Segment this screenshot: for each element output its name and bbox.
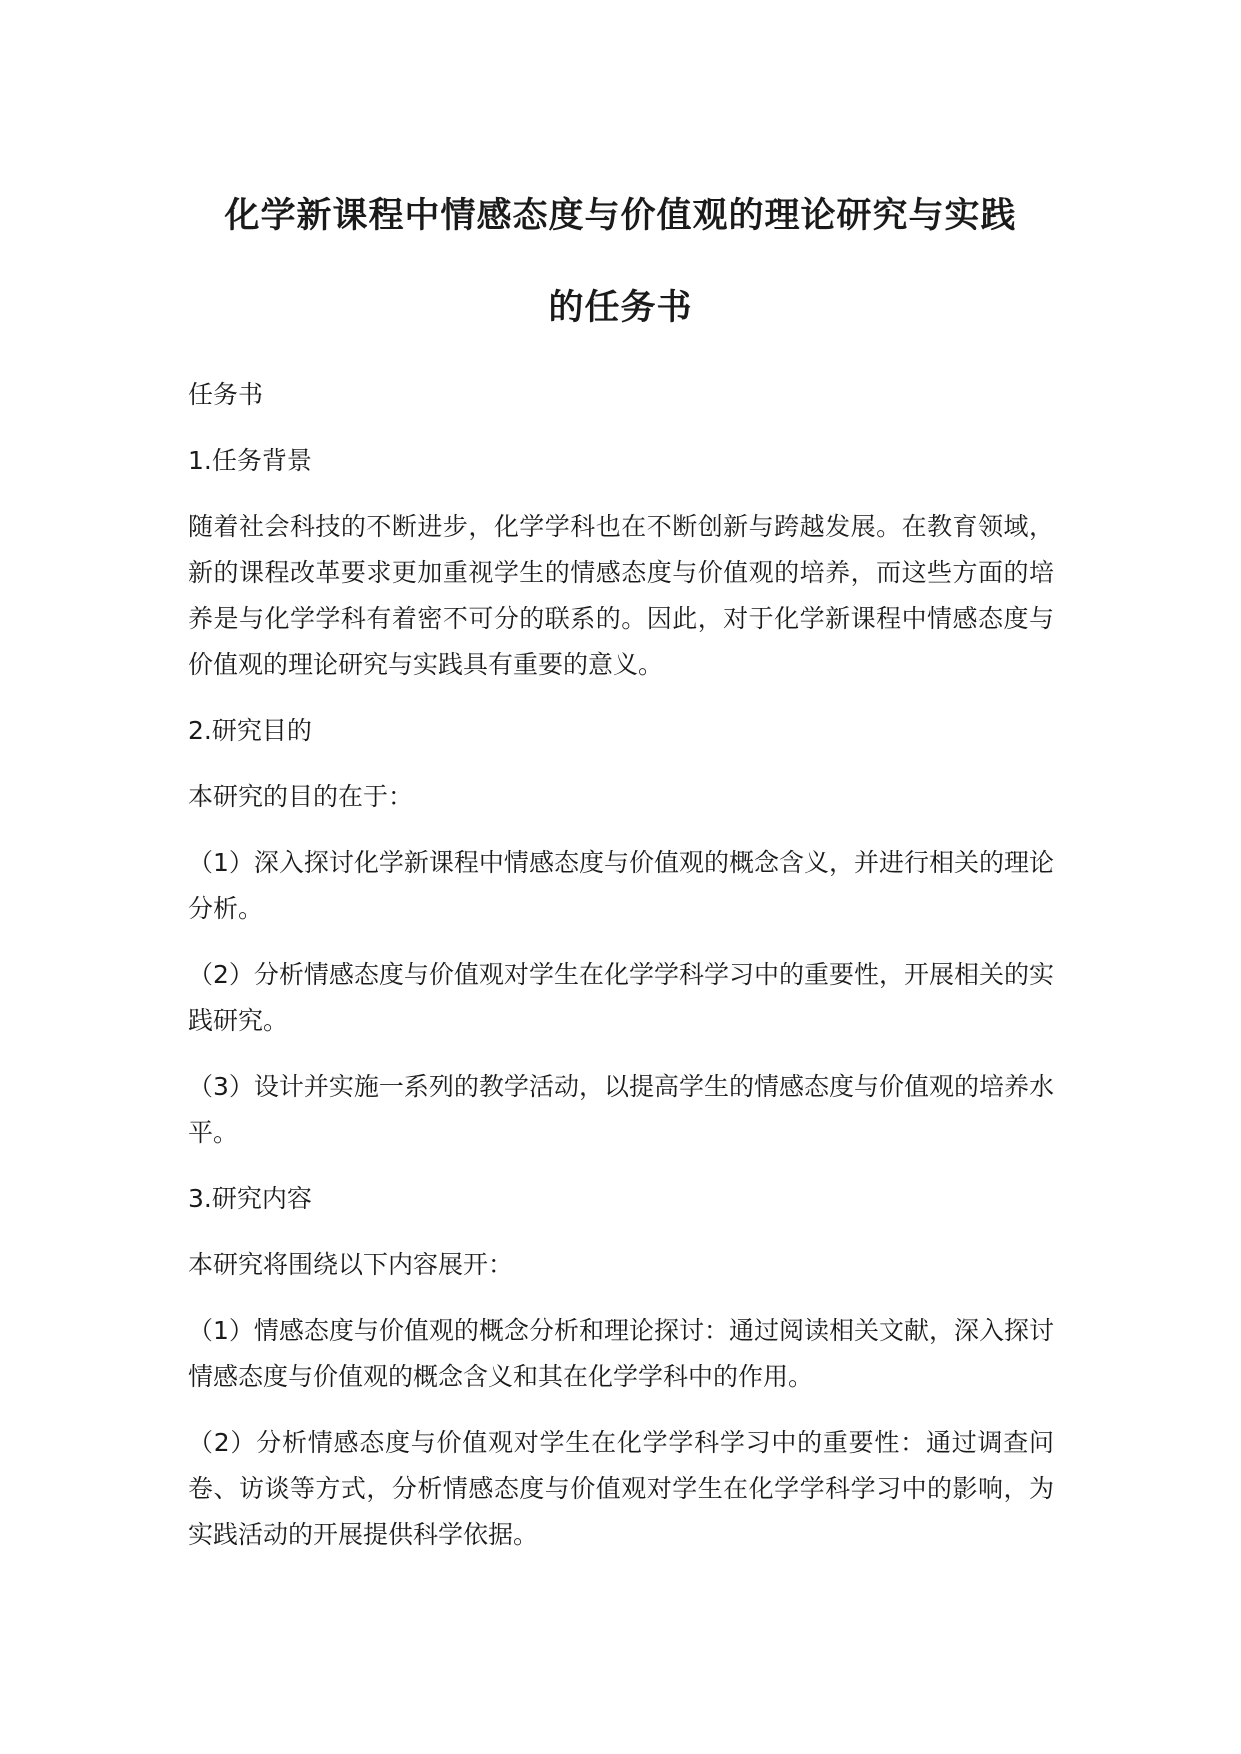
paragraph-purpose-intro: 本研究的目的在于： <box>188 782 414 811</box>
document-title <box>150 170 1091 354</box>
paragraph-content-intro: 本研究将围绕以下内容展开： <box>188 1250 514 1279</box>
list-item-purpose-2: （2）分析情感态度与价值观对学生在化学学科学习中的重要性，开展相关的实践研究。 <box>188 960 1054 1035</box>
list-item-purpose-1: （1）深入探讨化学新课程中情感态度与价值观的概念含义，并进行相关的理论分析。 <box>188 848 1054 923</box>
title-line-1: 化学新课程中情感态度与价值观的理论研究与实践 <box>224 196 1017 236</box>
section-heading-purpose: 2.研究目的 <box>188 716 312 745</box>
doc-label: 任务书 <box>188 380 264 409</box>
section-heading-background: 1.任务背景 <box>188 446 312 475</box>
list-item-content-1: （1）情感态度与价值观的概念分析和理论探讨：通过阅读相关文献，深入探讨情感态度与价值观的概念含义和其在化学学科中的作用。 <box>188 1316 1054 1391</box>
list-item-content-2: （2）分析情感态度与价值观对学生在化学学科学习中的重要性：通过调查问卷、访谈等方式，分析情感态度与价值观对学生在化学学科学习中的影响，为实践活动的开展提供科学依据。 <box>188 1428 1054 1549</box>
title-line-2: 的任务书 <box>548 288 693 328</box>
list-item-purpose-3: （3）设计并实施一系列的教学活动，以提高学生的情感态度与价值观的培养水平。 <box>188 1072 1054 1147</box>
document-body <box>188 372 1054 1578</box>
section-heading-content: 3.研究内容 <box>188 1184 312 1213</box>
paragraph-background: 随着社会科技的不断进步，化学学科也在不断创新与跨越发展。在教育领域，新的课程改革要求更加重视学生的情感态度与价值观的培养，而这些方面的培养是与化学学科有着密不可分的联系的。因此，对于化学新课程中情感态度与价值观的理论研究与实践具有重要的意义。 <box>188 512 1054 679</box>
